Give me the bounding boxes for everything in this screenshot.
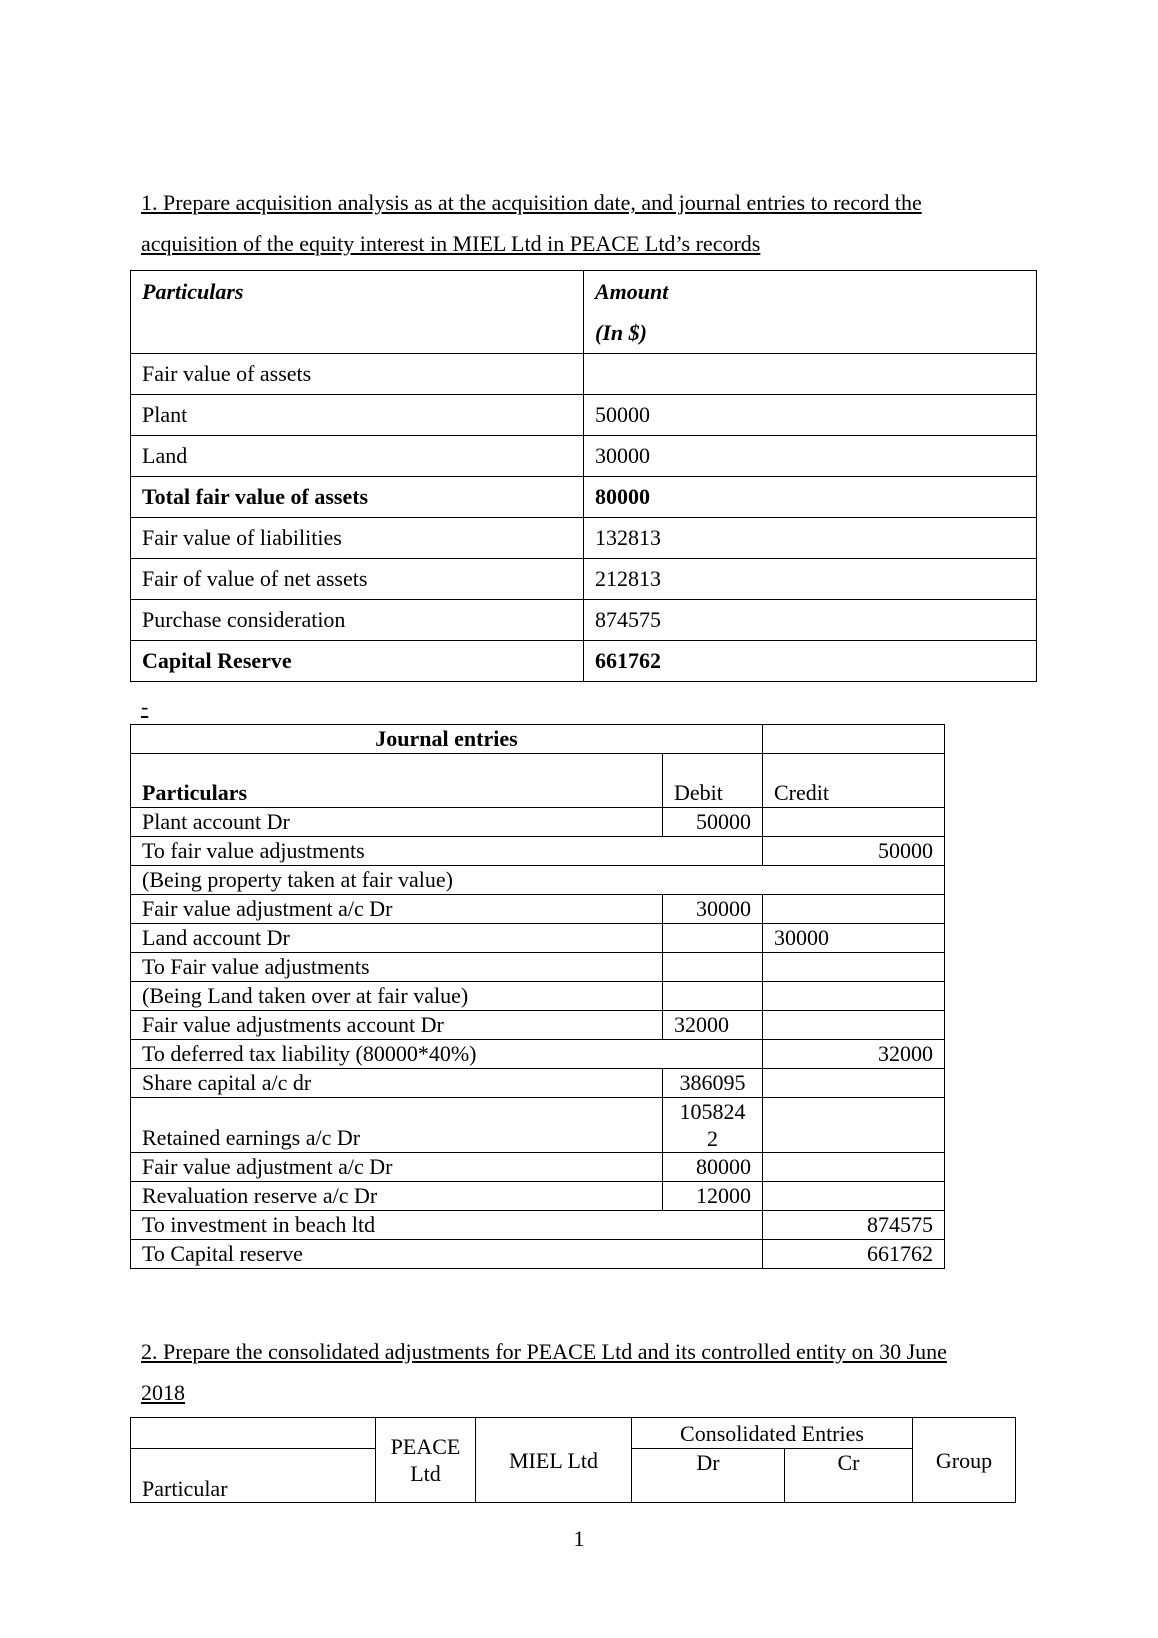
journal-col-particulars: Particulars [131, 754, 663, 808]
acquisition-label: Plant [131, 395, 584, 436]
journal-title-blank [763, 725, 945, 754]
journal-debit: 80000 [663, 1153, 763, 1182]
journal-debit: 30000 [663, 895, 763, 924]
section1-heading-line2: acquisition of the equity interest in MIEL Ltd in PEACE Ltd’s records [141, 231, 761, 256]
journal-credit [763, 982, 945, 1011]
journal-debit: 32000 [663, 1011, 763, 1040]
table-row [131, 518, 1037, 559]
acquisition-amount [584, 354, 1037, 395]
table-row [131, 1182, 945, 1211]
consolidation-col-dr: Dr [632, 1449, 785, 1503]
journal-particular: Revaluation reserve a/c Dr [131, 1182, 663, 1211]
consolidation-peace-line1: PEACE [390, 1434, 461, 1459]
section2-heading [141, 1331, 1021, 1413]
acquisition-label: Fair of value of net assets [131, 559, 584, 600]
acquisition-amount: 132813 [584, 518, 1037, 559]
table-row [131, 924, 945, 953]
journal-particular: To Capital reserve [131, 1240, 763, 1269]
acquisition-analysis-table [130, 270, 1037, 682]
journal-col-debit: Debit [663, 754, 763, 808]
table-row [131, 477, 1037, 518]
section2-heading-line1: 2. Prepare the consolidated adjustments for PEACE Ltd and its controlled entity on 30 June [141, 1339, 947, 1364]
table-row [131, 1098, 945, 1153]
acquisition-label: Total fair value of assets [131, 477, 584, 518]
table-row [131, 354, 1037, 395]
journal-credit [763, 1069, 945, 1098]
table-row [131, 1011, 945, 1040]
journal-debit [663, 924, 763, 953]
acquisition-label: Purchase consideration [131, 600, 584, 641]
journal-debit: 12000 [663, 1182, 763, 1211]
consolidation-col-particular: Particular [131, 1449, 376, 1503]
acquisition-amount: 50000 [584, 395, 1037, 436]
table-row [131, 1040, 945, 1069]
journal-credit [763, 1153, 945, 1182]
consolidation-blank [131, 1418, 376, 1449]
acquisition-header-row [131, 271, 1037, 354]
journal-debit: 50000 [663, 808, 763, 837]
journal-credit [763, 808, 945, 837]
table-row [131, 895, 945, 924]
section1-heading-line1: 1. Prepare acquisition analysis as at the acquisition date, and journal entries to record the [141, 190, 922, 215]
table-row [131, 1240, 945, 1269]
table-row [131, 1211, 945, 1240]
journal-particular: Fair value adjustment a/c Dr [131, 895, 663, 924]
journal-debit: 386095 [663, 1069, 763, 1098]
acquisition-amount: 874575 [584, 600, 1037, 641]
consolidation-col-entries: Consolidated Entries [632, 1418, 913, 1449]
acquisition-header-amount [584, 271, 1037, 354]
acquisition-label: Capital Reserve [131, 641, 584, 682]
journal-debit [663, 982, 763, 1011]
table-row [131, 866, 945, 895]
table-row [131, 559, 1037, 600]
journal-credit [763, 895, 945, 924]
consolidation-table [130, 1417, 1016, 1503]
acquisition-amount: 30000 [584, 436, 1037, 477]
section2-heading-line2: 2018 [141, 1380, 185, 1405]
consolidation-header-row1 [131, 1418, 1016, 1449]
consolidation-peace-line2: Ltd [410, 1461, 441, 1486]
journal-entries-table [130, 724, 945, 1269]
journal-particular: To investment in beach ltd [131, 1211, 763, 1240]
acquisition-header-particulars: Particulars [131, 271, 584, 354]
journal-particular: To Fair value adjustments [131, 953, 663, 982]
page-number: 1 [573, 1526, 585, 1551]
journal-particular: (Being Land taken over at fair value) [131, 982, 663, 1011]
table-row [131, 436, 1037, 477]
journal-debit-line2: 2 [707, 1126, 718, 1151]
journal-particular: Plant account Dr [131, 808, 663, 837]
journal-credit [763, 953, 945, 982]
journal-credit: 50000 [763, 837, 945, 866]
journal-credit: 874575 [763, 1211, 945, 1240]
consolidation-col-group: Group [913, 1418, 1016, 1503]
journal-credit: 30000 [763, 924, 945, 953]
acquisition-amount: 80000 [584, 477, 1037, 518]
acquisition-label: Fair value of assets [131, 354, 584, 395]
journal-col-credit: Credit [763, 754, 945, 808]
table-row [131, 953, 945, 982]
table-row [131, 982, 945, 1011]
table-row [131, 641, 1037, 682]
acquisition-label: Fair value of liabilities [131, 518, 584, 559]
journal-debit [663, 1098, 763, 1153]
journal-particular: (Being property taken at fair value) [131, 866, 945, 895]
acquisition-label: Land [131, 436, 584, 477]
table-row [131, 808, 945, 837]
journal-debit [663, 953, 763, 982]
journal-particular: To deferred tax liability (80000*40%) [131, 1040, 763, 1069]
journal-particular: To fair value adjustments [131, 837, 763, 866]
acquisition-header-amount-unit: (In $) [595, 320, 647, 345]
consolidation-col-miel: MIEL Ltd [476, 1418, 632, 1503]
journal-particular: Share capital a/c dr [131, 1069, 663, 1098]
consolidation-col-cr: Cr [785, 1449, 913, 1503]
section1-heading [141, 182, 1021, 264]
table-row [131, 1153, 945, 1182]
journal-credit: 661762 [763, 1240, 945, 1269]
journal-debit-line1: 105824 [679, 1099, 746, 1124]
journal-particular: Retained earnings a/c Dr [131, 1098, 663, 1153]
table-row [131, 600, 1037, 641]
journal-particular: Fair value adjustment a/c Dr [131, 1153, 663, 1182]
journal-column-header-row [131, 754, 945, 808]
journal-particular: Land account Dr [131, 924, 663, 953]
consolidation-col-peace [376, 1418, 476, 1503]
acquisition-amount: 661762 [584, 641, 1037, 682]
table-row [131, 1069, 945, 1098]
journal-title: Journal entries [131, 725, 763, 754]
journal-credit [763, 1098, 945, 1153]
journal-credit [763, 1182, 945, 1211]
journal-title-row [131, 725, 945, 754]
journal-credit [763, 1011, 945, 1040]
spacer-dash: - [141, 694, 149, 719]
table-row [131, 837, 945, 866]
acquisition-header-amount-label: Amount [595, 279, 669, 304]
table-row [131, 395, 1037, 436]
acquisition-amount: 212813 [584, 559, 1037, 600]
journal-credit: 32000 [763, 1040, 945, 1069]
journal-particular: Fair value adjustments account Dr [131, 1011, 663, 1040]
